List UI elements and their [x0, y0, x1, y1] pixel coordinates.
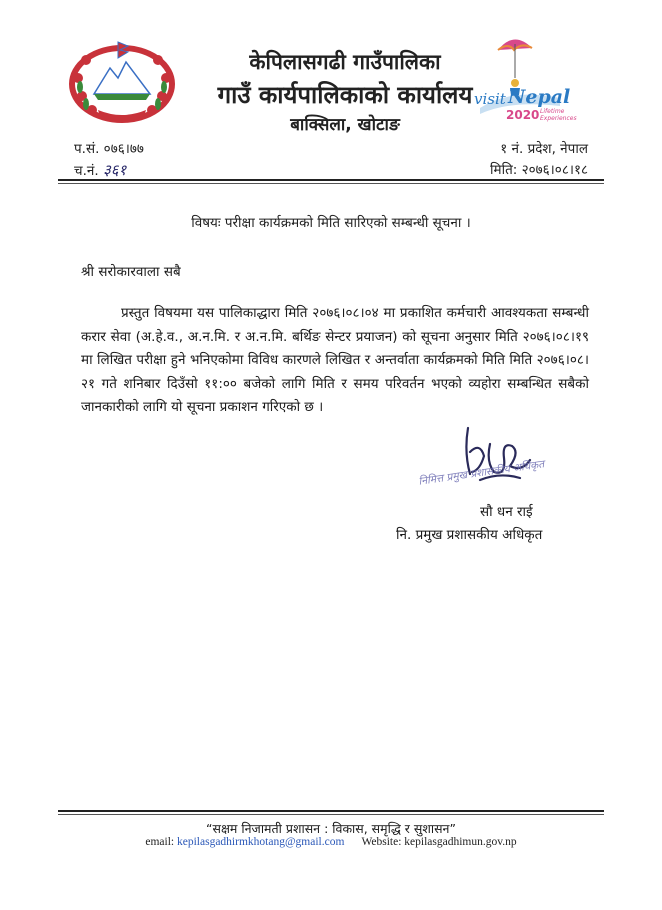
- email-label: email:: [145, 836, 175, 848]
- signer-title: नि. प्रमुख प्रशासकीय अधिकृत: [396, 527, 543, 543]
- email-link[interactable]: kepilasgadhirmkhotang@gmail.com: [177, 836, 345, 848]
- letter-subject: विषयः परीक्षा कार्यक्रमको मिति सारिएको सम्बन्धी सूचना ।: [191, 215, 471, 231]
- signer-name: सौ धन राई: [480, 504, 533, 520]
- header-divider: [58, 179, 604, 181]
- chalani-number: [74, 160, 126, 180]
- logo-visit-text: visit: [474, 90, 506, 108]
- logo-nepal-text: Nepal: [508, 86, 571, 108]
- header-divider-thin: [58, 183, 604, 184]
- footer-divider: [58, 810, 604, 812]
- office-name-line2: गाउँ कार्यपालिकाको कार्यालय: [217, 81, 473, 109]
- visit-nepal-logo: [470, 28, 590, 128]
- chalani-number-value: ३६१: [102, 161, 127, 179]
- website-label: Website:: [361, 836, 402, 848]
- chalani-label: च.नं.: [74, 163, 99, 179]
- website-link[interactable]: kepilasgadhimun.gov.np: [404, 836, 517, 848]
- patra-sankhya: प.सं. ०७६।७७: [74, 141, 144, 157]
- footer-contact: [60, 836, 602, 848]
- logo-tagline-text: Lifetime Experiences: [540, 108, 577, 122]
- office-name-line1: केपिलासगढी गाउँपालिका: [249, 50, 441, 74]
- letter-date: मिति: २०७६।०८।१८: [490, 162, 588, 178]
- office-address: बाक्सिला, खोटाङ: [290, 115, 400, 135]
- letter-body: प्रस्तुत विषयमा यस पालिकाद्धारा मिति २०७६।०८।०४ मा प्रकाशित कर्मचारी आवश्यकता सम्बन्धी करार सेवा (अ.हे.व., अ.न.मि. र अ.न.मि. बर्थिङ सेन्टर प्रयाजन) को सूचना अनुसार मिति २०७६।०८।१९ मा लिखित परीक्षा हुने भनिएकोमा विविध कारणले लिखित र अन्तर्वाता कार्यक्रमको मिति मिति २०७६।०८।२१ गते शनिबार दिउँसो ११:०० बजेको लागि मिति र समय परिवर्तन भएको व्यहोरा सम्बन्धित सबैको जानकारीको लागि यो सूचना प्रकाशन गरिएको छ ।: [81, 305, 589, 415]
- province-text: १ नं. प्रदेश, नेपाल: [500, 141, 588, 157]
- letter-salutation: श्री सरोकारवाला सबै: [81, 264, 181, 280]
- footer-divider-thin: [58, 814, 604, 815]
- signature-stamp-text: निमित्त प्रमुख प्रशासकीय अधिकृत: [417, 458, 545, 488]
- logo-year-text: 2020: [506, 108, 540, 122]
- government-emblem-icon: [68, 38, 176, 124]
- footer-motto: “सक्षम निजामती प्रशासन : विकास, समृद्धि र सुशासन”: [206, 821, 456, 836]
